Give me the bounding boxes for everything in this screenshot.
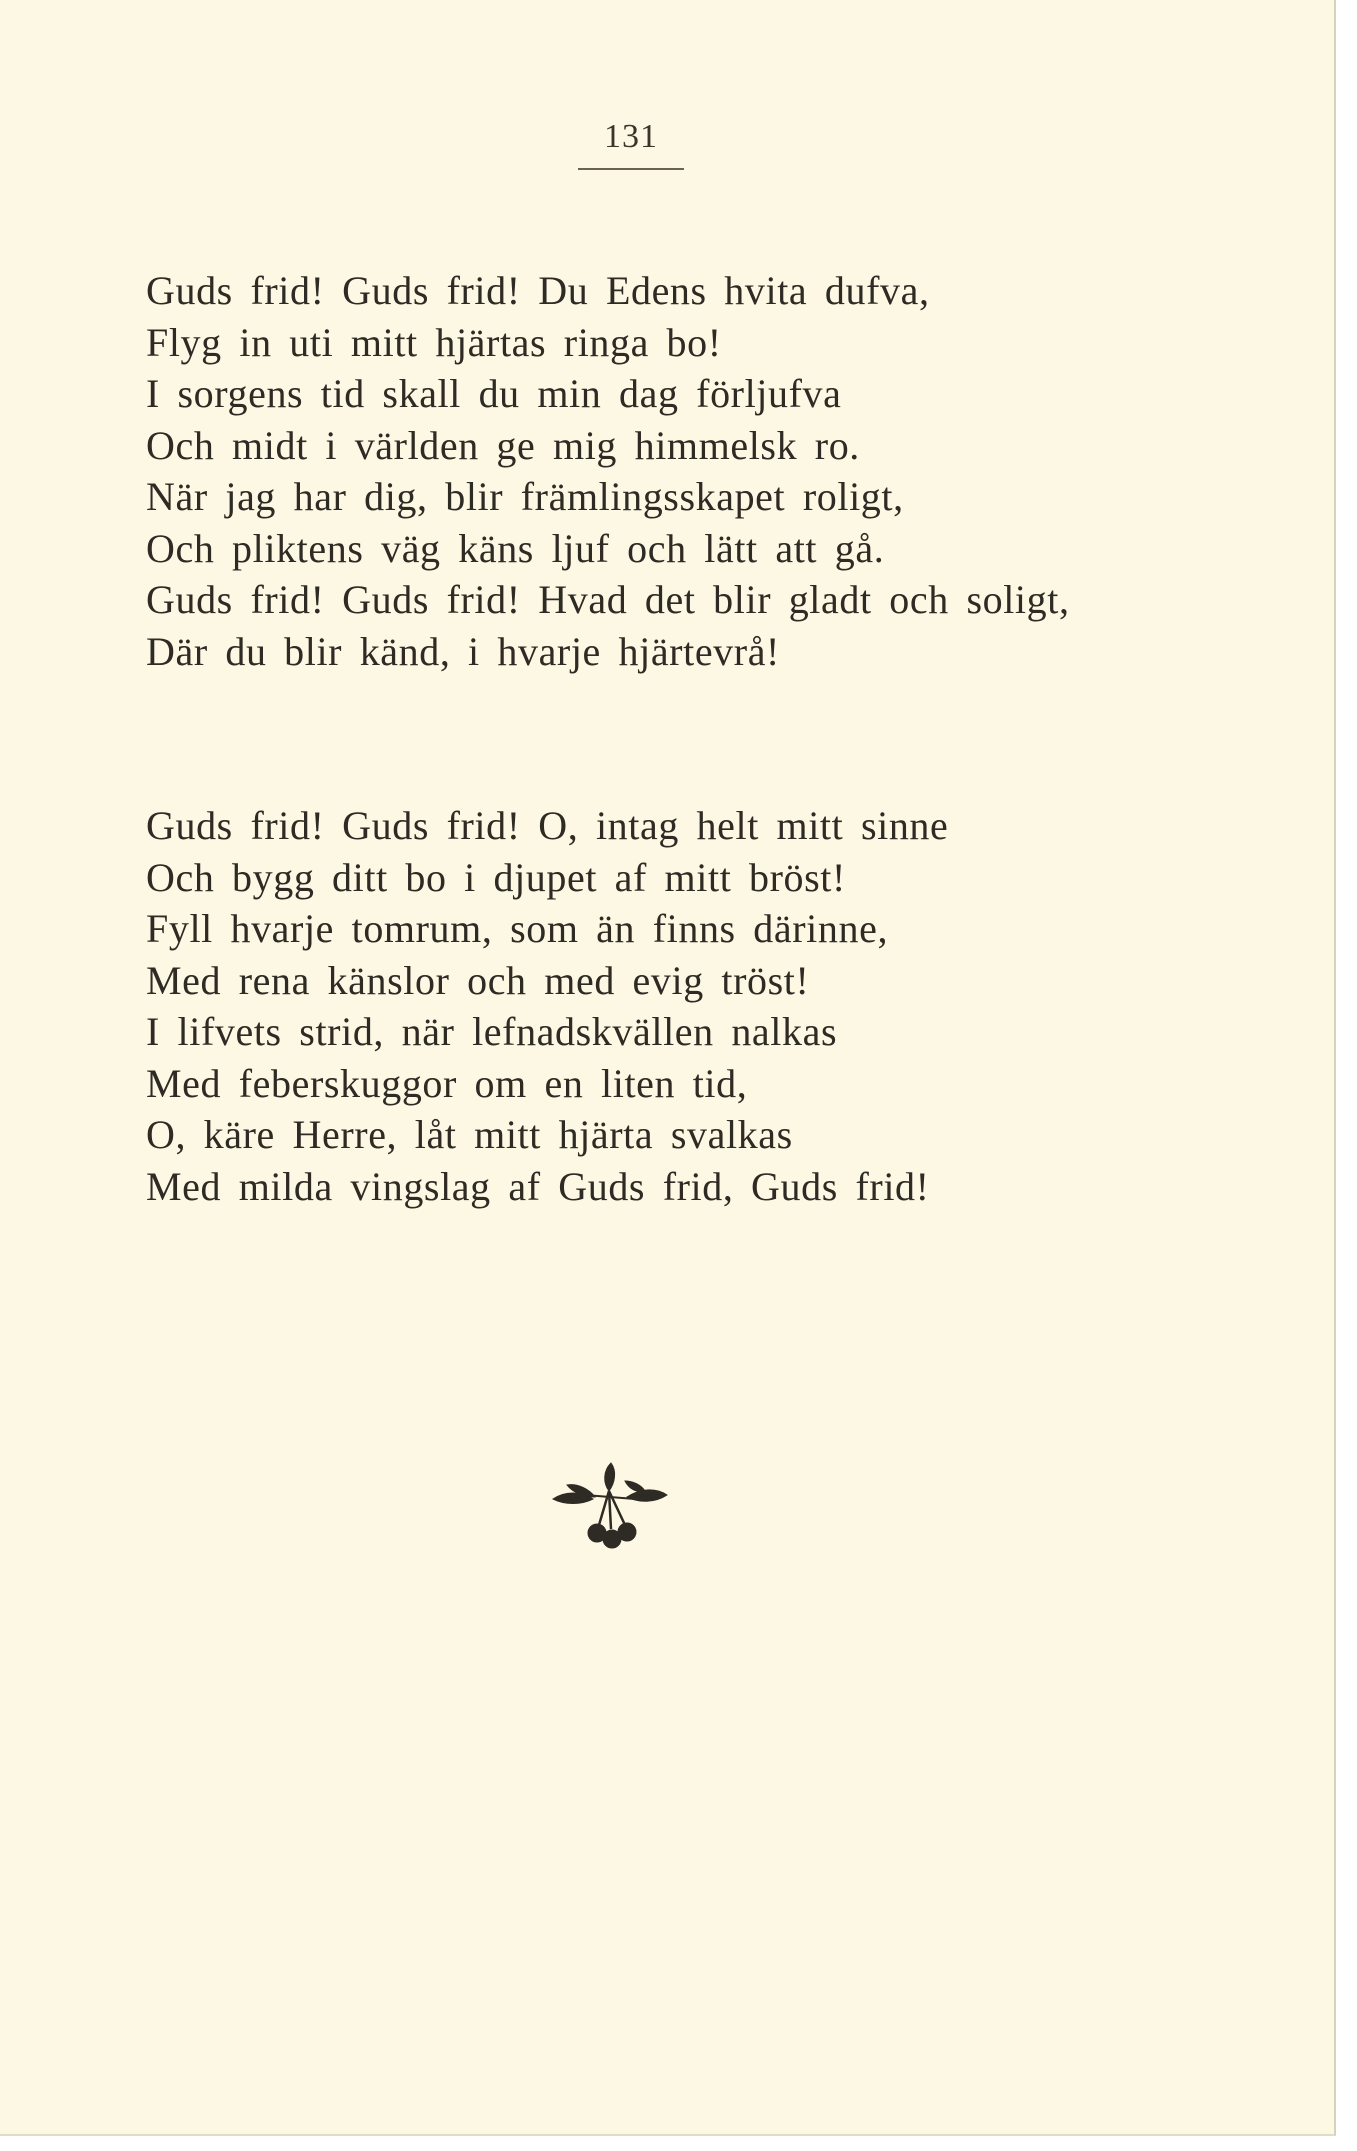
- verse-line: Där du blir känd, i hvarje hjärtevrå!: [146, 628, 780, 674]
- page-number: 131: [604, 118, 658, 155]
- verse-line: O, käre Herre, låt mitt hjärta svalkas: [146, 1112, 793, 1157]
- verse-line: Och pliktens väg käns ljuf och lätt att gå.: [146, 525, 885, 571]
- verse-line: Guds frid! Guds frid! Du Edens hvita dufva,: [146, 268, 930, 313]
- stanza-1: [146, 265, 1146, 677]
- verse-line: När jag har dig, blir främlingsskapet roligt,: [146, 474, 904, 519]
- verse-line: Med rena känslor och med evig tröst!: [146, 957, 810, 1003]
- verse-line: Med milda vingslag af Guds frid, Guds frid!: [146, 1163, 930, 1209]
- page-number-rule: [578, 168, 684, 170]
- verse-line: Fyll hvarje tomrum, som än finns därinne,: [146, 906, 889, 951]
- verse-line: I sorgens tid skall du min dag förljufva: [146, 371, 842, 416]
- verse-line: Med feberskuggor om en liten tid,: [146, 1060, 748, 1106]
- verse-line: I lifvets strid, när lefnadskvällen nalkas: [146, 1009, 838, 1054]
- cherry-branch-icon: [545, 1455, 675, 1555]
- verse-line: Flyg in uti mitt hjärtas ringa bo!: [146, 319, 722, 365]
- verse-line: Och bygg ditt bo i djupet af mitt bröst!: [146, 854, 846, 900]
- verse-line: Guds frid! Guds frid! Hvad det blir gladt och soligt,: [146, 577, 1070, 622]
- verse-line: Guds frid! Guds frid! O, intag helt mitt sinne: [146, 803, 949, 848]
- stanza-2: [146, 800, 1146, 1212]
- verse-line: Och midt i världen ge mig himmelsk ro.: [146, 422, 860, 468]
